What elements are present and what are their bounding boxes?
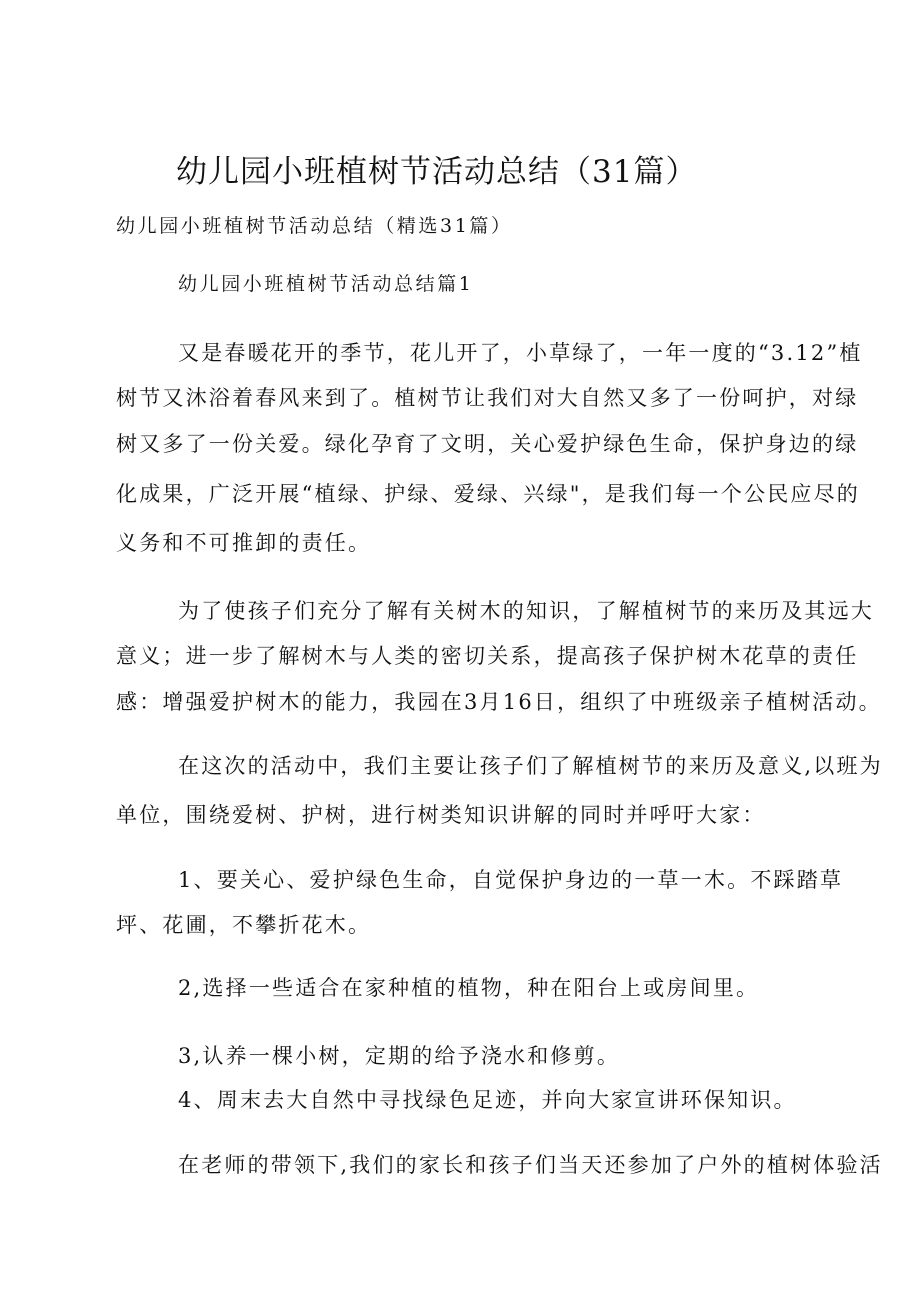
- list-item: 2,选择一些适合在家种植的植物，种在阳台上或房间里。: [178, 976, 760, 1000]
- paragraph-line: 义务和不可推卸的责任。: [116, 531, 372, 555]
- paragraph-line: 意义；进一步了解树木与人类的密切关系，提高孩子保护树木花草的责任: [116, 644, 859, 668]
- paragraph-line: 又是春暖花开的季节，花儿开了，小草绿了，一年一度的“3.12”植: [178, 341, 863, 365]
- paragraph-line: 在老师的带领下,我们的家长和孩子们当天还参加了户外的植树体验活: [178, 1153, 883, 1177]
- list-item-continuation: 坪、花圃，不攀折花木。: [116, 913, 372, 937]
- paragraph-line: 化成果，广泛开展“植绿、护绿、爱绿、兴绿"，是我们每一个公民应尽的: [116, 482, 860, 506]
- paragraph-line: 为了使孩子们充分了解有关树木的知识，了解植树节的来历及其远大: [178, 599, 874, 623]
- section-heading: 幼儿园小班植树节活动总结篇1: [178, 273, 474, 295]
- paragraph-line: 在这次的活动中，我们主要让孩子们了解植树节的来历及意义,以班为: [178, 754, 883, 778]
- document-subtitle: 幼儿园小班植树节活动总结（精选31篇）: [116, 215, 513, 237]
- paragraph-line: 树又多了一份关爱。绿化孕育了文明，关心爱护绿色生命，保护身边的绿: [116, 432, 859, 456]
- paragraph-line: 单位，围绕爱树、护树，进行树类知识讲解的同时并呼吁大家：: [116, 803, 766, 827]
- list-item: 4、周末去大自然中寻找绿色足迹，并向大家宣讲环保知识。: [178, 1088, 797, 1112]
- list-item: 1、要关心、爱护绿色生命，自觉保护身边的一草一木。不踩踏草: [178, 868, 844, 892]
- list-item: 3,认养一棵小树，定期的给予浇水和修剪。: [178, 1044, 621, 1068]
- paragraph-line: 树节又沐浴着春风来到了。植树节让我们对大自然又多了一份呵护，对绿: [116, 386, 859, 410]
- paragraph-line: 感：增强爱护树木的能力，我园在3月16日，组织了中班级亲子植树活动。: [116, 690, 882, 714]
- document-title: 幼儿园小班植树节活动总结（31篇）: [176, 154, 698, 190]
